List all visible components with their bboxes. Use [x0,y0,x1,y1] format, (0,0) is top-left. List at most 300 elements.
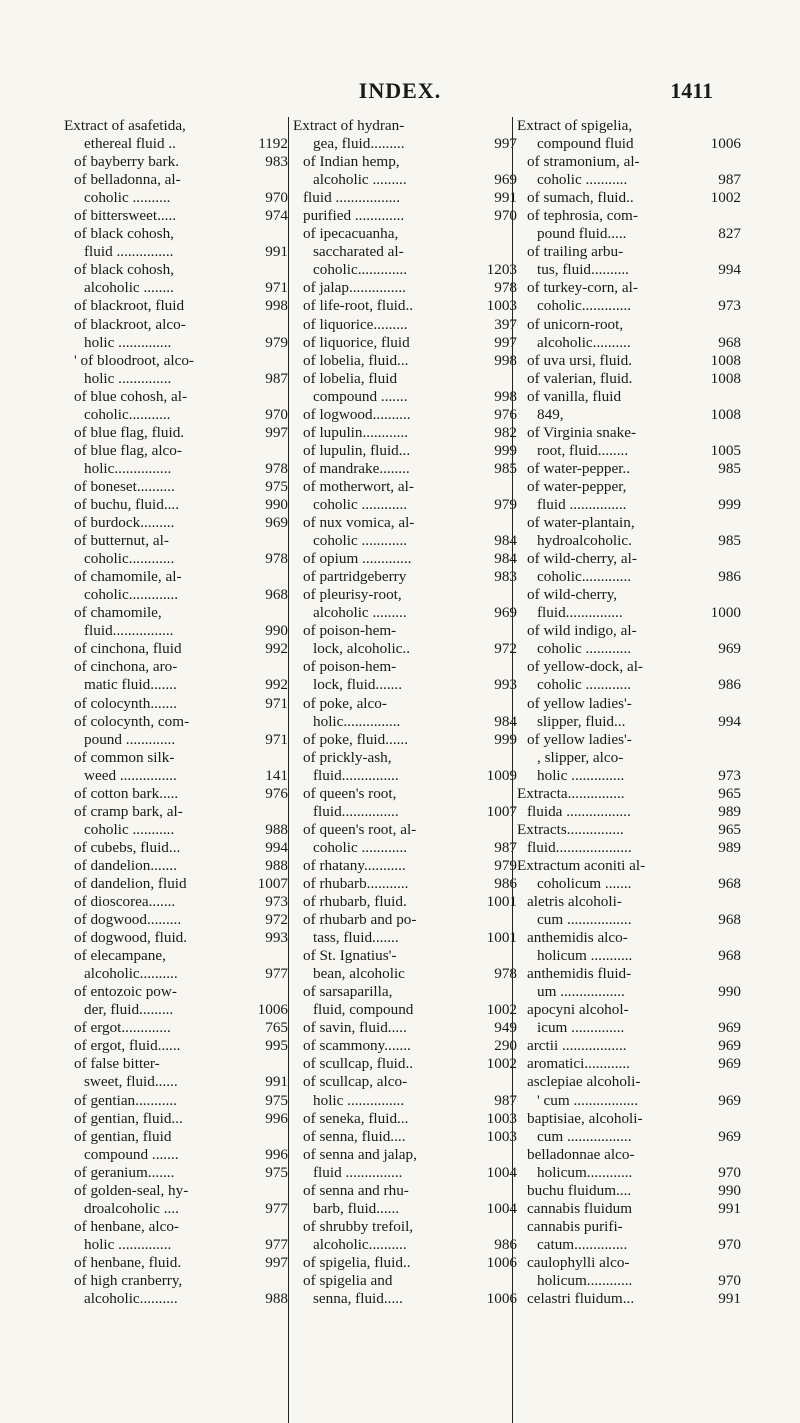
entry-page-number: 1006 [257,1001,288,1019]
entry-page-number: 993 [494,676,517,694]
index-entry [293,1200,521,1218]
entry-page-number: 1001 [486,893,517,911]
entry-text: coholic............. [313,261,408,279]
entry-text: celastri fluidum... [527,1290,635,1308]
entry-page-number: 995 [265,1037,288,1055]
index-entry [293,442,521,460]
entry-text: of water-pepper, [527,477,627,495]
entry-text: of entozoic pow- [74,983,177,1001]
entry-page-number: 975 [265,1091,288,1109]
entry-page-number: 985 [494,459,517,477]
entry-page-number: 976 [494,405,517,423]
index-entry [64,1128,292,1146]
index-entry [293,839,521,857]
index-entry [64,640,292,658]
entry-text: gea, fluid......... [313,135,405,153]
entry-text: compound ....... [313,387,408,405]
entry-page-number: 1007 [486,802,517,820]
index-entry [293,406,521,424]
entry-page-number: 984 [494,532,517,550]
entry-page-number: 991 [265,1073,288,1091]
entry-text: of common silk- [74,748,175,766]
index-entry [64,153,292,171]
index-entry [293,568,521,586]
index-entry [293,803,521,821]
entry-text: coholic ............ [537,640,632,658]
index-entry [64,117,292,135]
index-entry [517,117,745,135]
index-entry [517,1272,745,1290]
index-entry [517,334,745,352]
entry-text: coholic ............ [313,838,408,856]
entry-text: Extracts............... [517,820,624,838]
entry-page-number: 827 [718,225,741,243]
entry-text: of geranium....... [74,1163,175,1181]
index-entry [293,532,521,550]
index-entry [517,243,745,261]
index-entry [293,1218,521,1236]
index-entry [293,1092,521,1110]
entry-text: asclepiae alcoholi- [527,1073,641,1091]
entry-page-number: 397 [494,315,517,333]
entry-page-number: 970 [718,1272,741,1289]
entry-page-number: 994 [718,261,741,279]
entry-text: of senna, fluid.... [303,1127,406,1145]
entry-text: of ergot, fluid...... [74,1037,181,1055]
entry-text: of liquorice......... [303,315,408,333]
entry-text: cannabis purifi- [527,1217,623,1235]
entry-page-number: 992 [265,676,288,694]
index-entry [517,316,745,334]
entry-text: of chamomile, al- [74,568,182,586]
entry-text: um ................. [537,983,625,1001]
index-entry [293,1055,521,1073]
entry-text: of elecampane, [74,947,166,965]
index-entry [517,1001,745,1019]
entry-page-number: 987 [718,171,741,189]
index-entry [517,1164,745,1182]
entry-page-number: 998 [265,297,288,315]
entry-text: pound ............. [84,730,176,748]
index-entry [64,965,292,983]
entry-text: of dandelion, fluid [74,874,187,892]
index-entry [64,568,292,586]
index-entry [64,713,292,731]
index-entry [293,189,521,207]
entry-text: droalcoholic .... [84,1199,179,1217]
index-entry [293,1001,521,1019]
index-entry [517,1218,745,1236]
entry-text: catum.............. [537,1235,628,1253]
entry-page-number: 1008 [710,369,741,387]
index-entry [293,316,521,334]
index-entry [64,1055,292,1073]
entry-text: Extract of spigelia, [517,117,633,134]
index-entry [64,1290,292,1308]
entry-text: of rhubarb and po- [303,911,417,929]
entry-text: of ergot............. [74,1019,171,1037]
index-entry [64,424,292,442]
entry-text: of Indian hemp, [303,153,400,171]
entry-text: of buchu, fluid.... [74,495,180,513]
entry-text: slipper, fluid... [537,712,626,730]
entry-text: of queen's root, al- [303,820,417,838]
index-entry [517,1128,745,1146]
entry-page-number: 969 [265,514,288,532]
entry-text: of cotton bark..... [74,784,179,802]
entry-page-number: 969 [718,1091,741,1109]
entry-text: coholic............. [537,297,632,315]
entry-text: of water-plantain, [527,514,635,532]
index-entry [64,225,292,243]
index-entry [293,279,521,297]
entry-text: coholic ........... [84,820,175,838]
entry-text: compound fluid [537,135,634,153]
entry-page-number: 969 [718,1127,741,1145]
index-entry [64,370,292,388]
entry-page-number: 993 [265,929,288,947]
index-entry [64,1200,292,1218]
index-entry [64,1254,292,1272]
entry-text: coholic .......... [84,189,171,207]
entry-text: alcoholic ......... [313,171,407,189]
entry-text: of bittersweet..... [74,207,177,225]
index-entry [517,929,745,947]
index-entry [64,821,292,839]
entry-text: coholic........... [84,405,171,423]
entry-page-number: 968 [718,947,741,965]
index-entry [64,1218,292,1236]
index-entry [517,207,745,225]
entry-text: coholic............. [537,568,632,586]
index-entry [293,243,521,261]
entry-text: of dogwood, fluid. [74,929,188,947]
column-entries [517,117,745,1308]
index-entry [517,153,745,171]
entry-page-number: 997 [494,333,517,351]
index-entry [64,983,292,1001]
index-entry [517,1019,745,1037]
entry-text: fluid................ [84,622,174,640]
index-entry [517,1290,745,1308]
index-entry [517,875,745,893]
index-entry [517,1236,745,1254]
entry-page-number: 989 [718,802,741,820]
entry-page-number: 969 [718,1037,741,1055]
index-entry [293,875,521,893]
entry-text: of cinchona, fluid [74,640,182,658]
entry-page-number: 986 [494,874,517,892]
entry-text: of liquorice, fluid [303,333,410,351]
entry-page-number: 985 [718,459,741,477]
entry-text: of turkey-corn, al- [527,279,638,297]
index-entry [293,1254,521,1272]
index-entry [64,731,292,749]
page-title: INDEX. [358,78,442,103]
entry-text: of life-root, fluid.. [303,297,414,315]
entry-page-number: 988 [265,856,288,874]
entry-text: of savin, fluid..... [303,1019,407,1037]
index-entry [517,1055,745,1073]
entry-text: hydroalcoholic. [537,532,632,550]
entry-page-number: 970 [718,1163,741,1181]
entry-text: aromatici............ [527,1055,630,1073]
page-header [0,78,800,106]
index-entry [293,731,521,749]
entry-text: ' cum ................. [537,1091,639,1109]
entry-page-number: 991 [494,189,517,207]
entry-text: coholic............ [84,550,175,568]
entry-page-number: 1002 [710,189,741,207]
entry-page-number: 998 [494,351,517,369]
entry-text: fluid............... [537,604,623,622]
index-entry [293,586,521,604]
entry-page-number: 765 [265,1019,288,1037]
entry-text: of valerian, fluid. [527,369,633,387]
index-entry [293,983,521,1001]
index-entry [293,749,521,767]
index-entry [293,713,521,731]
index-entry [64,785,292,803]
index-entry [64,1164,292,1182]
entry-text: 849, [537,405,564,423]
entry-text: aletris alcoholi- [527,893,622,911]
entry-text: of blackroot, alco- [74,315,186,333]
entry-page-number: 977 [265,1235,288,1253]
entry-page-number: 977 [265,1199,288,1217]
index-entry [517,676,745,694]
entry-text: coholic ............ [313,532,408,550]
entry-text: of henbane, fluid. [74,1253,182,1271]
entry-text: fluid ............... [313,1163,403,1181]
entry-page-number: 141 [265,766,288,784]
index-entry [293,478,521,496]
entry-page-number: 970 [265,189,288,207]
index-entry [517,424,745,442]
entry-text: of sarsaparilla, [303,983,393,1001]
index-entry [517,713,745,731]
entry-page-number: 968 [718,333,741,351]
entry-text: of scammony....... [303,1037,411,1055]
index-entry [64,911,292,929]
index-entry [64,929,292,947]
entry-text: of gentian........... [74,1091,177,1109]
entry-text: of colocynth, com- [74,712,190,730]
entry-text: fluida ................. [527,802,631,820]
entry-text: icum .............. [537,1019,625,1037]
entry-page-number: 991 [718,1290,741,1308]
index-entry [517,532,745,550]
entry-page-number: 1003 [486,1109,517,1127]
index-entry [293,1290,521,1308]
index-entry [293,767,521,785]
index-entry [517,767,745,785]
entry-text: arctii ................. [527,1037,627,1055]
index-entry [517,731,745,749]
entry-page-number: 994 [718,712,741,730]
entry-page-number: 1002 [486,1001,517,1019]
entry-text: fluid ............... [84,243,174,261]
entry-text: of blue cohosh, al- [74,387,188,405]
entry-text: lock, fluid....... [313,676,403,694]
entry-text: root, fluid........ [537,441,629,459]
entry-page-number: 968 [718,911,741,929]
entry-text: bean, alcoholic [313,965,405,983]
index-entry [64,947,292,965]
index-entry [64,676,292,694]
index-entry [517,1110,745,1128]
entry-text: of prickly-ash, [303,748,392,766]
index-entry [517,1092,745,1110]
index-entry [64,1037,292,1055]
entry-text: of lobelia, fluid... [303,351,409,369]
entry-text: of spigelia and [303,1272,393,1289]
entry-text: of gentian, fluid [74,1127,172,1145]
entry-page-number: 979 [494,856,517,874]
entry-page-number: 989 [718,838,741,856]
entry-page-number: 974 [265,207,288,225]
entry-text: of blue flag, alco- [74,441,182,459]
entry-text: coholic ........... [537,171,628,189]
index-entry [517,514,745,532]
entry-text: of rhatany........... [303,856,406,874]
index-entry [517,983,745,1001]
entry-text: of gentian, fluid... [74,1109,183,1127]
entry-text: of golden-seal, hy- [74,1181,189,1199]
index-entry [517,839,745,857]
entry-text: of nux vomica, al- [303,514,415,532]
index-entry [517,279,745,297]
entry-page-number: 987 [265,369,288,387]
entry-text: of unicorn-root, [527,315,624,333]
entry-page-number: 987 [494,1091,517,1109]
entry-text: of poison-hem- [303,622,397,640]
entry-text: ethereal fluid .. [84,135,176,153]
entry-text: of yellow ladies'- [527,730,632,748]
entry-text: of wild-cherry, [527,586,618,604]
index-entry [293,676,521,694]
entry-page-number: 984 [494,712,517,730]
index-entry [64,1272,292,1290]
entry-text: of dogwood......... [74,911,182,929]
index-entry [517,1200,745,1218]
index-entry [293,424,521,442]
entry-page-number: 970 [718,1235,741,1253]
entry-page-number: 1203 [486,261,517,279]
entry-text: of poison-hem- [303,658,397,676]
entry-page-number: 990 [718,1181,741,1199]
entry-text: anthemidis fluid- [527,965,632,983]
index-entry [64,352,292,370]
index-entry [293,1182,521,1200]
entry-page-number: 983 [265,153,288,171]
entry-page-number: 977 [265,965,288,983]
entry-page-number: 1002 [486,1055,517,1073]
entry-page-number: 984 [494,550,517,568]
index-entry [293,297,521,315]
entry-text: of lupulin............ [303,423,409,441]
entry-text: of pleurisy-root, [303,586,402,604]
entry-text: of ipecacuanha, [303,225,399,243]
entry-text: Extract of hydran- [293,117,405,134]
entry-page-number: 992 [265,640,288,658]
entry-text: of wild-cherry, al- [527,550,637,568]
entry-text: of shrubby trefoil, [303,1217,414,1235]
index-entry [517,640,745,658]
index-entry [64,478,292,496]
index-entry [64,1019,292,1037]
index-entry [293,1146,521,1164]
entry-page-number: 1009 [486,766,517,784]
index-entry [517,261,745,279]
index-entry [293,1073,521,1091]
index-entry [64,839,292,857]
index-entry [64,1110,292,1128]
entry-page-number: 971 [265,730,288,748]
index-entry [64,189,292,207]
entry-page-number: 990 [265,495,288,513]
index-entry [517,658,745,676]
index-entry [293,965,521,983]
entry-text: alcoholic ........ [84,279,174,297]
index-entry [517,135,745,153]
index-entry [517,785,745,803]
entry-page-number: 997 [265,423,288,441]
entry-text: of senna and rhu- [303,1181,409,1199]
entry-page-number: 988 [265,1290,288,1308]
index-entry [293,1128,521,1146]
entry-text: cum ................. [537,1127,632,1145]
entry-page-number: 968 [718,874,741,892]
index-entry [517,821,745,839]
index-entry [64,279,292,297]
index-entry [517,893,745,911]
entry-page-number: 996 [265,1109,288,1127]
entry-text: tass, fluid....... [313,929,399,947]
entry-page-number: 1006 [486,1290,517,1308]
entry-text: of cubebs, fluid... [74,838,181,856]
index-entry [293,496,521,514]
entry-page-number: 978 [494,965,517,983]
index-entry [64,514,292,532]
entry-text: compound ....... [84,1145,179,1163]
entry-text: of Virginia snake- [527,423,637,441]
entry-text: sweet, fluid...... [84,1073,178,1091]
entry-page-number: 991 [718,1199,741,1217]
entry-page-number: 969 [494,171,517,189]
entry-page-number: 976 [265,784,288,802]
index-entry [64,586,292,604]
entry-page-number: 998 [494,387,517,405]
entry-text: of tephrosia, com- [527,207,638,225]
column-entries [293,117,521,1308]
entry-text: purified ............. [303,207,405,225]
entry-text: holic .............. [84,1235,172,1253]
index-entry [517,1182,745,1200]
index-entry [64,135,292,153]
entry-page-number: 999 [718,495,741,513]
entry-text: buchu fluidum.... [527,1181,632,1199]
entry-text: alcoholic ......... [313,604,407,622]
entry-text: of St. Ignatius'- [303,947,397,965]
entry-text: of scullcap, fluid.. [303,1055,414,1073]
entry-text: fluid............... [313,802,399,820]
entry-page-number: 968 [265,586,288,604]
index-entry [517,297,745,315]
index-entry [293,388,521,406]
entry-page-number: 1006 [710,135,741,153]
entry-text: of chamomile, [74,604,162,622]
